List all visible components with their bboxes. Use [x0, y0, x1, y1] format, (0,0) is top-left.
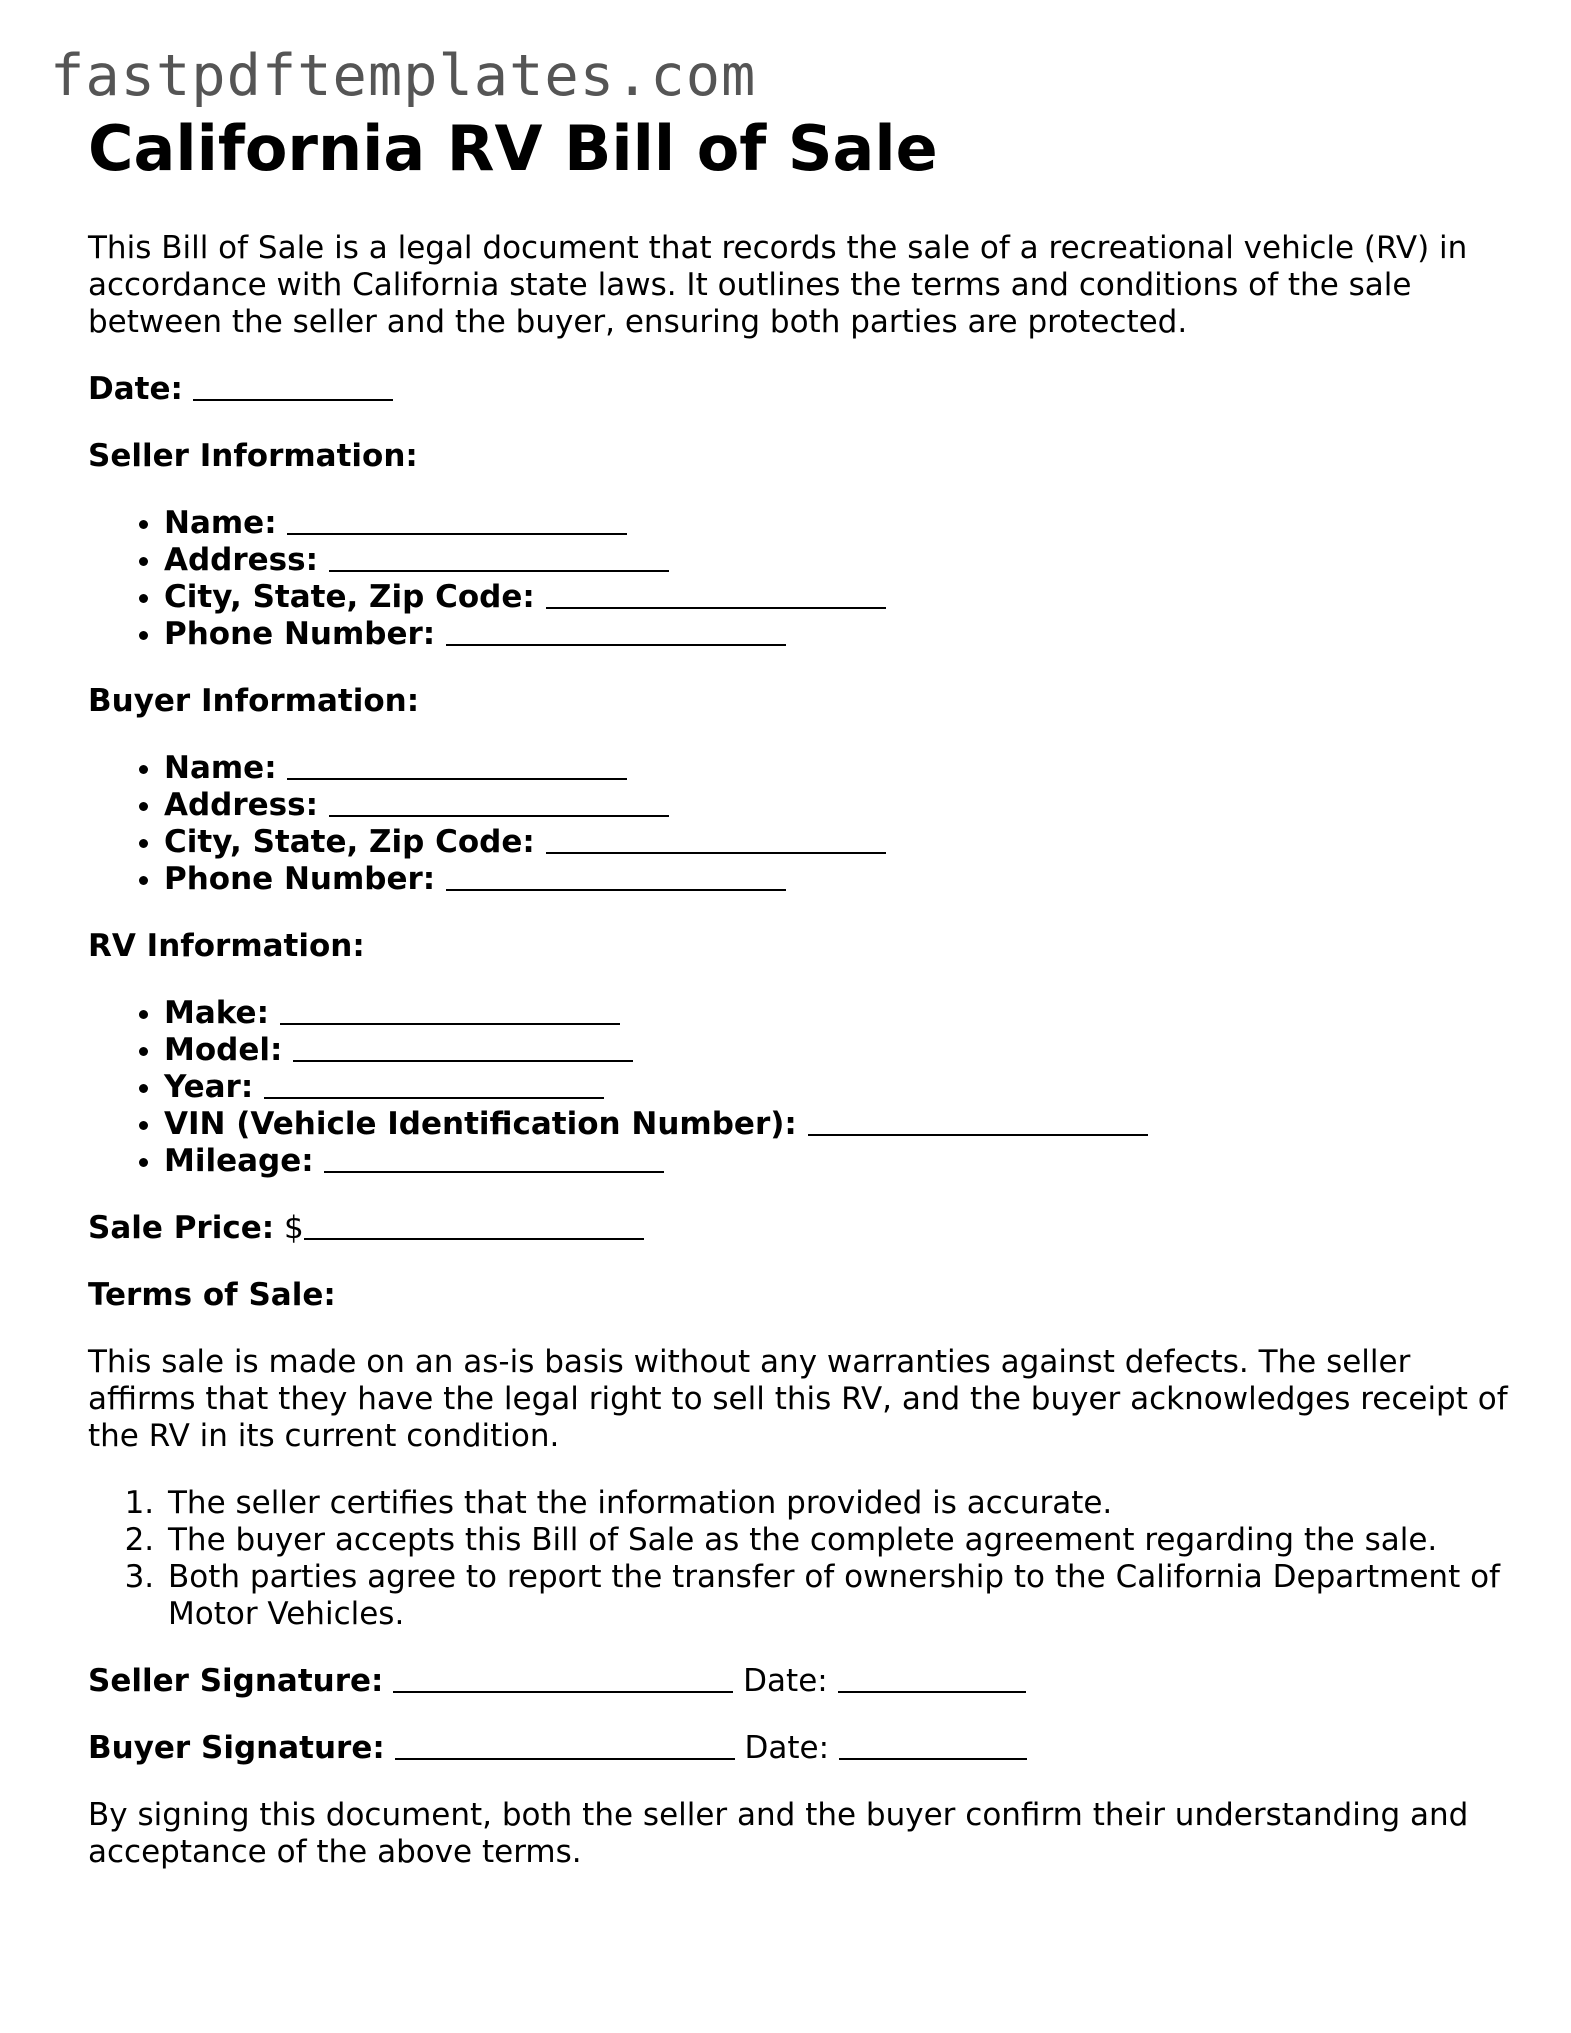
document-title: California RV Bill of Sale	[88, 112, 938, 185]
date-row	[88, 371, 1508, 408]
seller-signature-field[interactable]	[393, 1665, 733, 1693]
rv-year-field[interactable]	[264, 1071, 604, 1099]
list-item: 2. The buyer accepts this Bill of Sale as the complete agreement regarding the sale.	[164, 1522, 1508, 1559]
rv-mileage-field[interactable]	[324, 1145, 664, 1173]
buyer-signature-date-field[interactable]	[839, 1732, 1027, 1760]
seller-city-state-zip-field[interactable]	[546, 581, 886, 609]
list-item: • Name:	[164, 750, 1508, 787]
buyer-fields-list	[88, 750, 1508, 898]
seller-signature-date-label: Date:	[743, 1663, 828, 1699]
watermark-text: fastpdftemplates.com	[50, 43, 757, 109]
terms-list	[88, 1485, 1508, 1633]
list-item: • Address:	[164, 542, 1508, 579]
list-item: • Make:	[164, 995, 1508, 1032]
buyer-address-field[interactable]	[329, 789, 669, 817]
seller-heading: Seller Information:	[88, 438, 418, 474]
buyer-city-state-zip-field[interactable]	[546, 826, 886, 854]
seller-phone-field[interactable]	[446, 618, 786, 646]
terms-paragraph: This sale is made on an as-is basis without any warranties against defects. The seller affirms that they have the legal right to sell this RV, and the buyer acknowledges receipt of the RV in its current condition.	[88, 1344, 1508, 1454]
list-item: • Model:	[164, 1032, 1508, 1069]
currency-symbol: $	[283, 1210, 304, 1246]
buyer-signature-label: Buyer Signature:	[88, 1730, 385, 1766]
list-item: • Phone Number:	[164, 861, 1508, 898]
rv-model-field[interactable]	[293, 1034, 633, 1062]
buyer-signature-row	[88, 1730, 1508, 1767]
list-item: • Year:	[164, 1069, 1508, 1106]
seller-name-field[interactable]	[287, 507, 627, 535]
date-field[interactable]	[193, 373, 393, 401]
seller-signature-row	[88, 1663, 1508, 1700]
sale-price-field[interactable]	[304, 1212, 644, 1240]
buyer-signature-date-label: Date:	[744, 1730, 830, 1766]
rv-fields-list	[88, 995, 1508, 1180]
buyer-phone-field[interactable]	[446, 863, 786, 891]
seller-fields-list	[88, 505, 1508, 653]
list-item: 1. The seller certifies that the information provided is accurate.	[164, 1485, 1508, 1522]
buyer-heading: Buyer Information:	[88, 683, 420, 719]
list-item: 3. Both parties agree to report the transfer of ownership to the California Department of Motor Vehicles.	[164, 1559, 1508, 1633]
rv-vin-field[interactable]	[808, 1108, 1148, 1136]
seller-signature-date-field[interactable]	[838, 1665, 1026, 1693]
terms-heading: Terms of Sale:	[88, 1277, 336, 1313]
list-item: • Name:	[164, 505, 1508, 542]
sale-price-label: Sale Price:	[88, 1210, 275, 1246]
seller-address-field[interactable]	[329, 544, 669, 572]
list-item: • Address:	[164, 787, 1508, 824]
intro-paragraph: This Bill of Sale is a legal document that records the sale of a recreational vehicle (RV) in accordance with California state laws. It outlines the terms and conditions of the sale between the seller and the buyer, ensuring both parties are protected.	[88, 230, 1468, 340]
seller-signature-label: Seller Signature:	[88, 1663, 384, 1699]
list-item: • City, State, Zip Code:	[164, 824, 1508, 861]
rv-make-field[interactable]	[280, 997, 620, 1025]
list-item: • Phone Number:	[164, 616, 1508, 653]
sale-price-row	[88, 1210, 1508, 1247]
list-item: • Mileage:	[164, 1143, 1508, 1180]
rv-heading: RV Information:	[88, 928, 365, 964]
date-label: Date:	[88, 371, 183, 407]
list-item: • City, State, Zip Code:	[164, 579, 1508, 616]
document-page	[88, 110, 1508, 1901]
buyer-name-field[interactable]	[287, 752, 627, 780]
closing-paragraph: By signing this document, both the seller and the buyer confirm their understanding and acceptance of the above terms.	[88, 1797, 1469, 1870]
list-item: • VIN (Vehicle Identification Number):	[164, 1106, 1508, 1143]
buyer-signature-field[interactable]	[395, 1732, 735, 1760]
